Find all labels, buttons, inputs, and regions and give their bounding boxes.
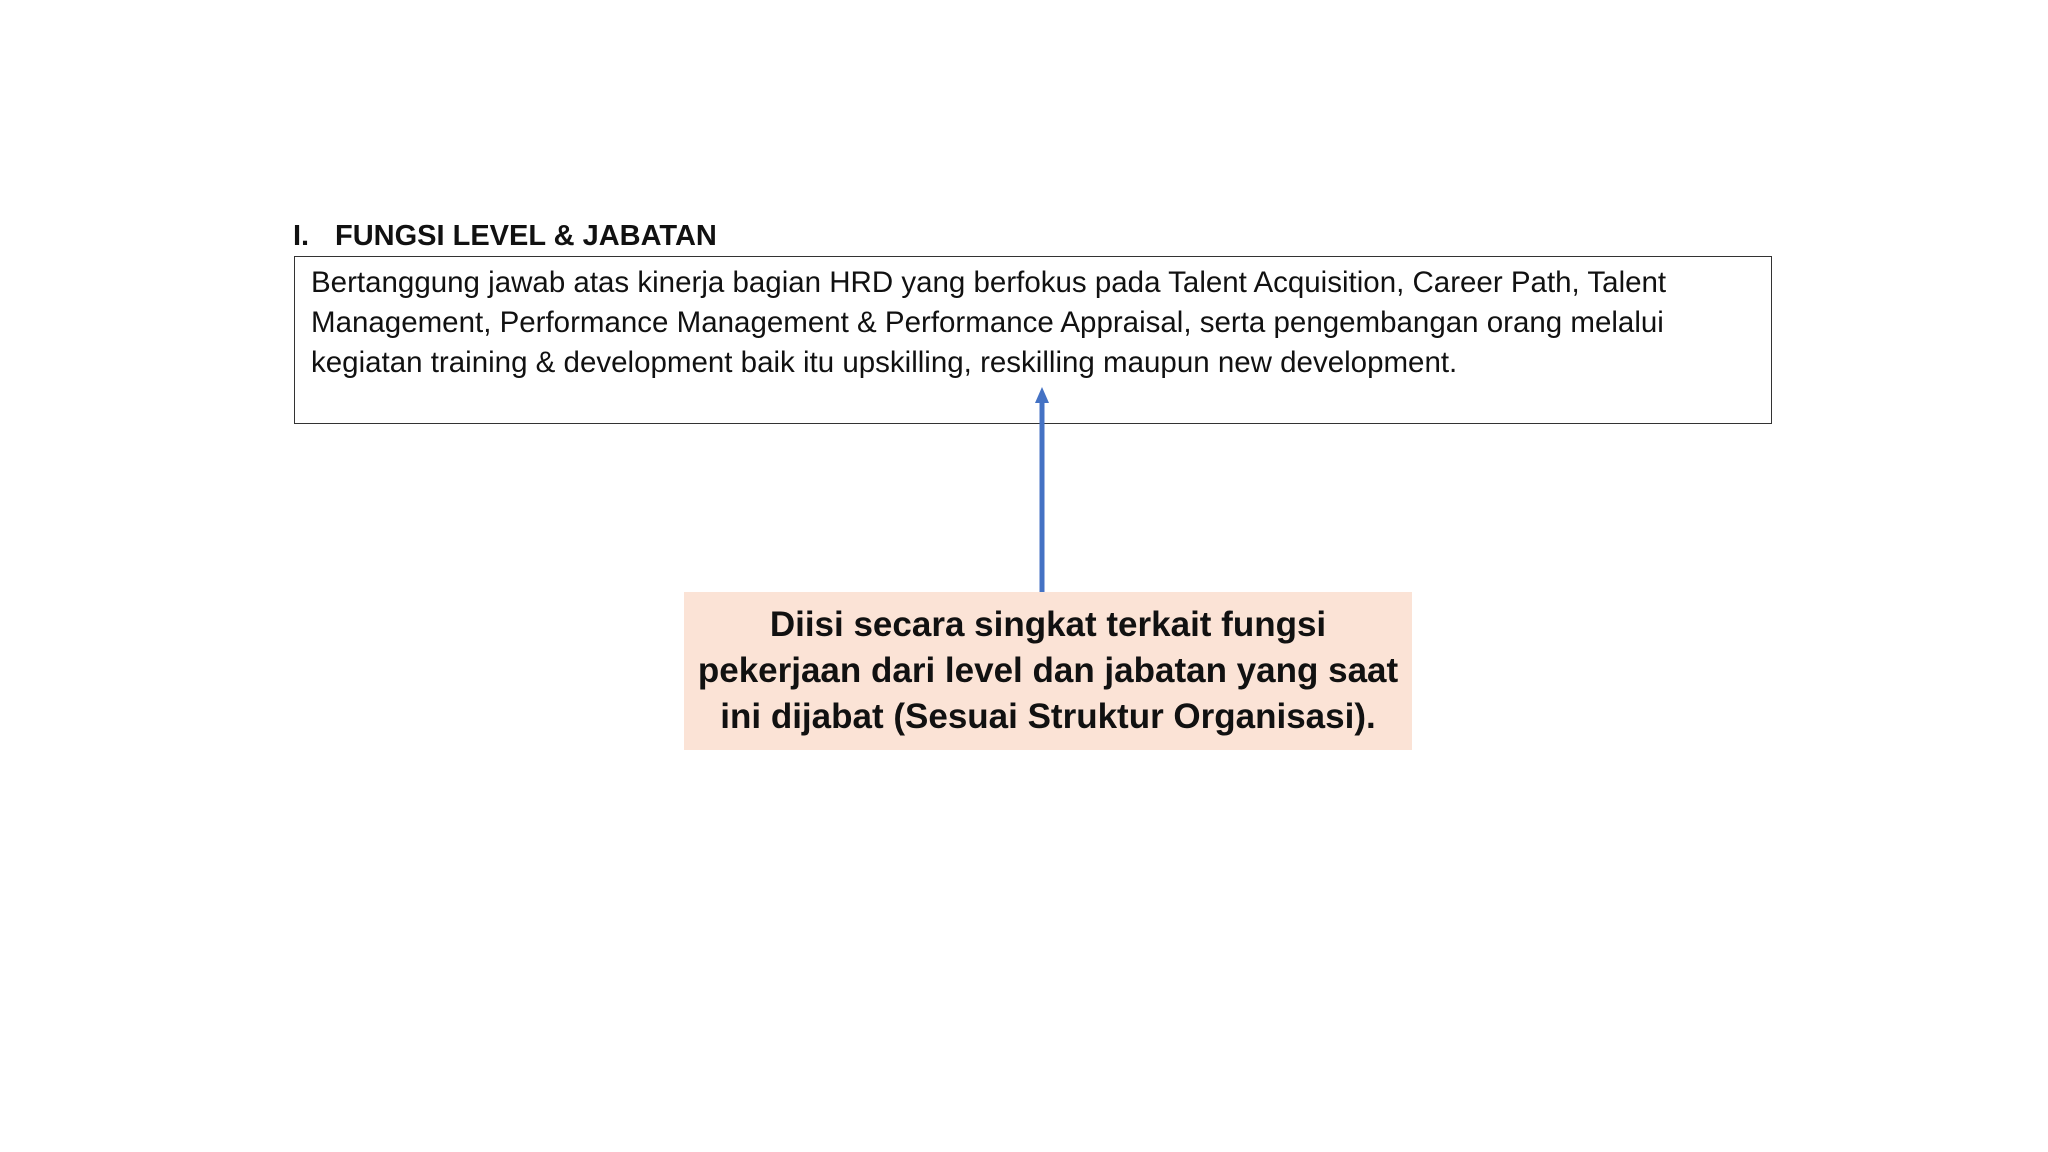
instruction-callout-text: Diisi secara singkat terkait fungsi pekerjaan dari level dan jabatan yang saat ini dijabat (Sesuai Struktur Organisasi). [697, 605, 1399, 736]
function-description-text: Bertanggung jawab atas kinerja bagian HRD yang berfokus pada Talent Acquisition, Career Path, Talent Management, Performance Management & Performance Appraisal, serta pengembangan orang melalui kegiatan training & development baik itu upskilling, reskilling maupun new development. [311, 266, 1667, 379]
section-heading [293, 216, 717, 256]
section-title: FUNGSI LEVEL & JABATAN [335, 219, 717, 252]
arrow-up-icon [1030, 385, 1054, 595]
instruction-callout [684, 592, 1412, 750]
section-number: I. [293, 219, 310, 252]
arrow-head [1035, 387, 1049, 403]
